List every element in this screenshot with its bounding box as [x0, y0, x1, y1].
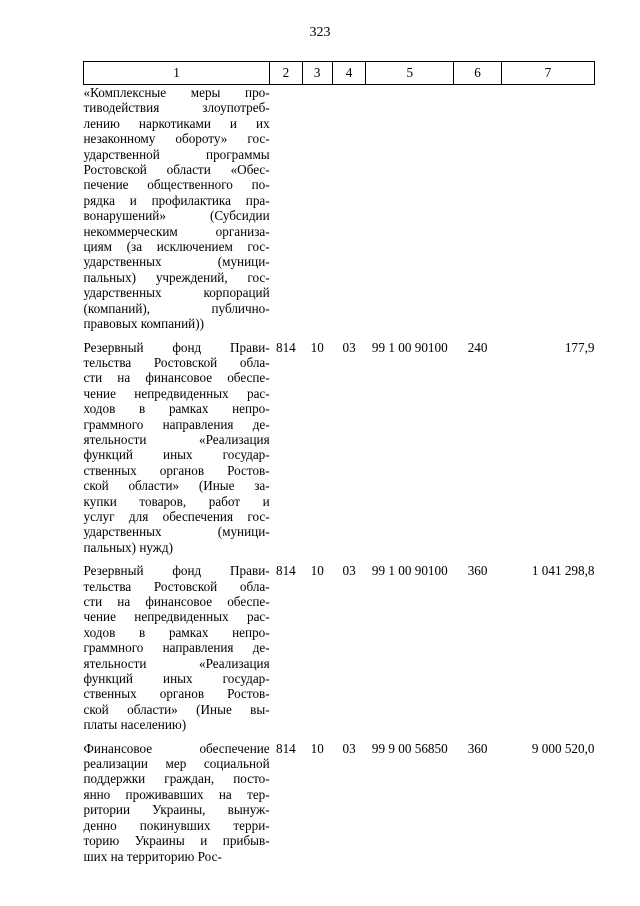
cell-admin-code [270, 85, 302, 340]
cell-amount: 177,9 [564, 339, 595, 355]
description-line: печение общественного по- [83, 177, 270, 193]
cell-subsection: 03 [342, 563, 356, 579]
cell-amount: 1 041 298,8 [531, 563, 595, 579]
column-header: 4 [332, 62, 365, 85]
description-line: реализации мер социальной [83, 756, 270, 772]
description-line: купки товаров, работ и [83, 493, 270, 509]
column-header: 3 [302, 62, 332, 85]
cell-target-article [366, 85, 454, 340]
cell-target-article: 99 1 00 90100 [371, 563, 448, 579]
description-line: ятельности «Реализация [83, 431, 270, 447]
table-row [84, 563, 595, 740]
table-body [84, 85, 595, 872]
description-line: ской области» (Иные за- [83, 478, 270, 494]
cell-section: 10 [310, 339, 324, 355]
description-line: ударственной программы [83, 146, 270, 162]
description-line: ритории Украины, вынуж- [83, 802, 270, 818]
description-line: ятельности «Реализация [83, 655, 270, 671]
cell-expense-type: 360 [467, 563, 488, 579]
table-header-row [84, 62, 595, 85]
description-line: функций иных государ- [83, 447, 270, 463]
cell-section: 10 [310, 563, 324, 579]
description-line: пальных) учреждений, гос- [83, 269, 270, 285]
column-header: 5 [366, 62, 454, 85]
description-line: ударственных (муници- [83, 254, 270, 270]
cell-expense-type: 360 [467, 740, 488, 756]
description-line: Резервный фонд Прави- [83, 339, 270, 355]
cell-admin-code: 814 [275, 563, 296, 579]
description-line: правовых компаний)) [83, 316, 205, 332]
description-line: ственных органов Ростов- [83, 686, 270, 702]
description-line: сти на финансовое обеспе- [83, 370, 270, 386]
description-line: тиводействия злоупотреб- [83, 100, 270, 116]
column-header: 7 [501, 62, 594, 85]
table-row [84, 340, 595, 564]
cell-expense-type [454, 85, 502, 340]
description-line: вонарушений» (Субсидии [83, 208, 270, 224]
description-line: некоммерческим организа- [83, 223, 270, 239]
cell-admin-code: 814 [275, 740, 296, 756]
description-line: янно проживавших на тер- [83, 786, 270, 802]
description-line: чение непредвиденных рас- [83, 385, 270, 401]
description-line: услуг для обеспечения гос- [83, 508, 270, 524]
description-line: функций иных государ- [83, 671, 270, 687]
cell-section: 10 [310, 740, 324, 756]
description-line: лению наркотиками и их [83, 115, 270, 131]
cell-subsection: 03 [342, 339, 356, 355]
description-line: поддержки граждан, посто- [83, 771, 270, 787]
column-header: 6 [454, 62, 502, 85]
description-line: денно покинувших терри- [83, 817, 270, 833]
cell-admin-code: 814 [275, 339, 296, 355]
description-line: незаконному обороту» гос- [83, 131, 270, 147]
description-line: ших на территорию Рос- [83, 848, 222, 864]
description-line: ственных органов Ростов- [83, 462, 270, 478]
description-line: ходов в рамках непро- [83, 624, 270, 640]
description-line: ударственных (муници- [83, 524, 270, 540]
cell-amount [501, 85, 594, 340]
description-line: граммного направления де- [83, 640, 270, 656]
description-line: (компаний), публично- [83, 300, 270, 316]
description-line: пальных) нужд) [83, 539, 174, 555]
description-line: чение непредвиденных рас- [83, 609, 270, 625]
description-line: ходов в рамках непро- [83, 401, 270, 417]
description-line: платы населению) [83, 717, 187, 733]
page-number: 323 [309, 25, 331, 40]
description-line: ударственных корпораций [83, 285, 270, 301]
column-header: 2 [270, 62, 302, 85]
description-line: тельства Ростовской обла- [83, 354, 270, 370]
cell-amount: 9 000 520,0 [531, 740, 595, 756]
row-description [84, 741, 270, 872]
row-description [84, 340, 270, 564]
cell-expense-type: 240 [467, 339, 488, 355]
cell-target-article: 99 9 00 56850 [371, 740, 448, 756]
description-line: Резервный фонд Прави- [83, 563, 270, 579]
description-line: Ростовской области «Обес- [83, 162, 270, 178]
cell-subsection [332, 85, 365, 340]
description-line: сти на финансовое обеспе- [83, 594, 270, 609]
description-line: Финансовое обеспечение [83, 740, 270, 756]
column-header: 1 [84, 62, 270, 85]
budget-table [83, 61, 595, 872]
row-description [84, 563, 270, 740]
description-line: ской области» (Иные вы- [83, 701, 270, 717]
table-row [84, 85, 595, 340]
description-line: граммного направления де- [83, 416, 270, 432]
description-line: циям (за исключением гос- [83, 239, 270, 255]
description-line: рядка и профилактика пра- [83, 192, 270, 208]
cell-target-article: 99 1 00 90100 [371, 339, 448, 355]
table-row [84, 741, 595, 872]
description-line: «Комплексные меры про- [83, 85, 270, 100]
row-description [84, 85, 270, 340]
cell-subsection: 03 [342, 740, 356, 756]
cell-section [302, 85, 332, 340]
description-line: тельства Ростовской обла- [83, 578, 270, 594]
description-line: торию Украины и прибыв- [83, 833, 270, 849]
